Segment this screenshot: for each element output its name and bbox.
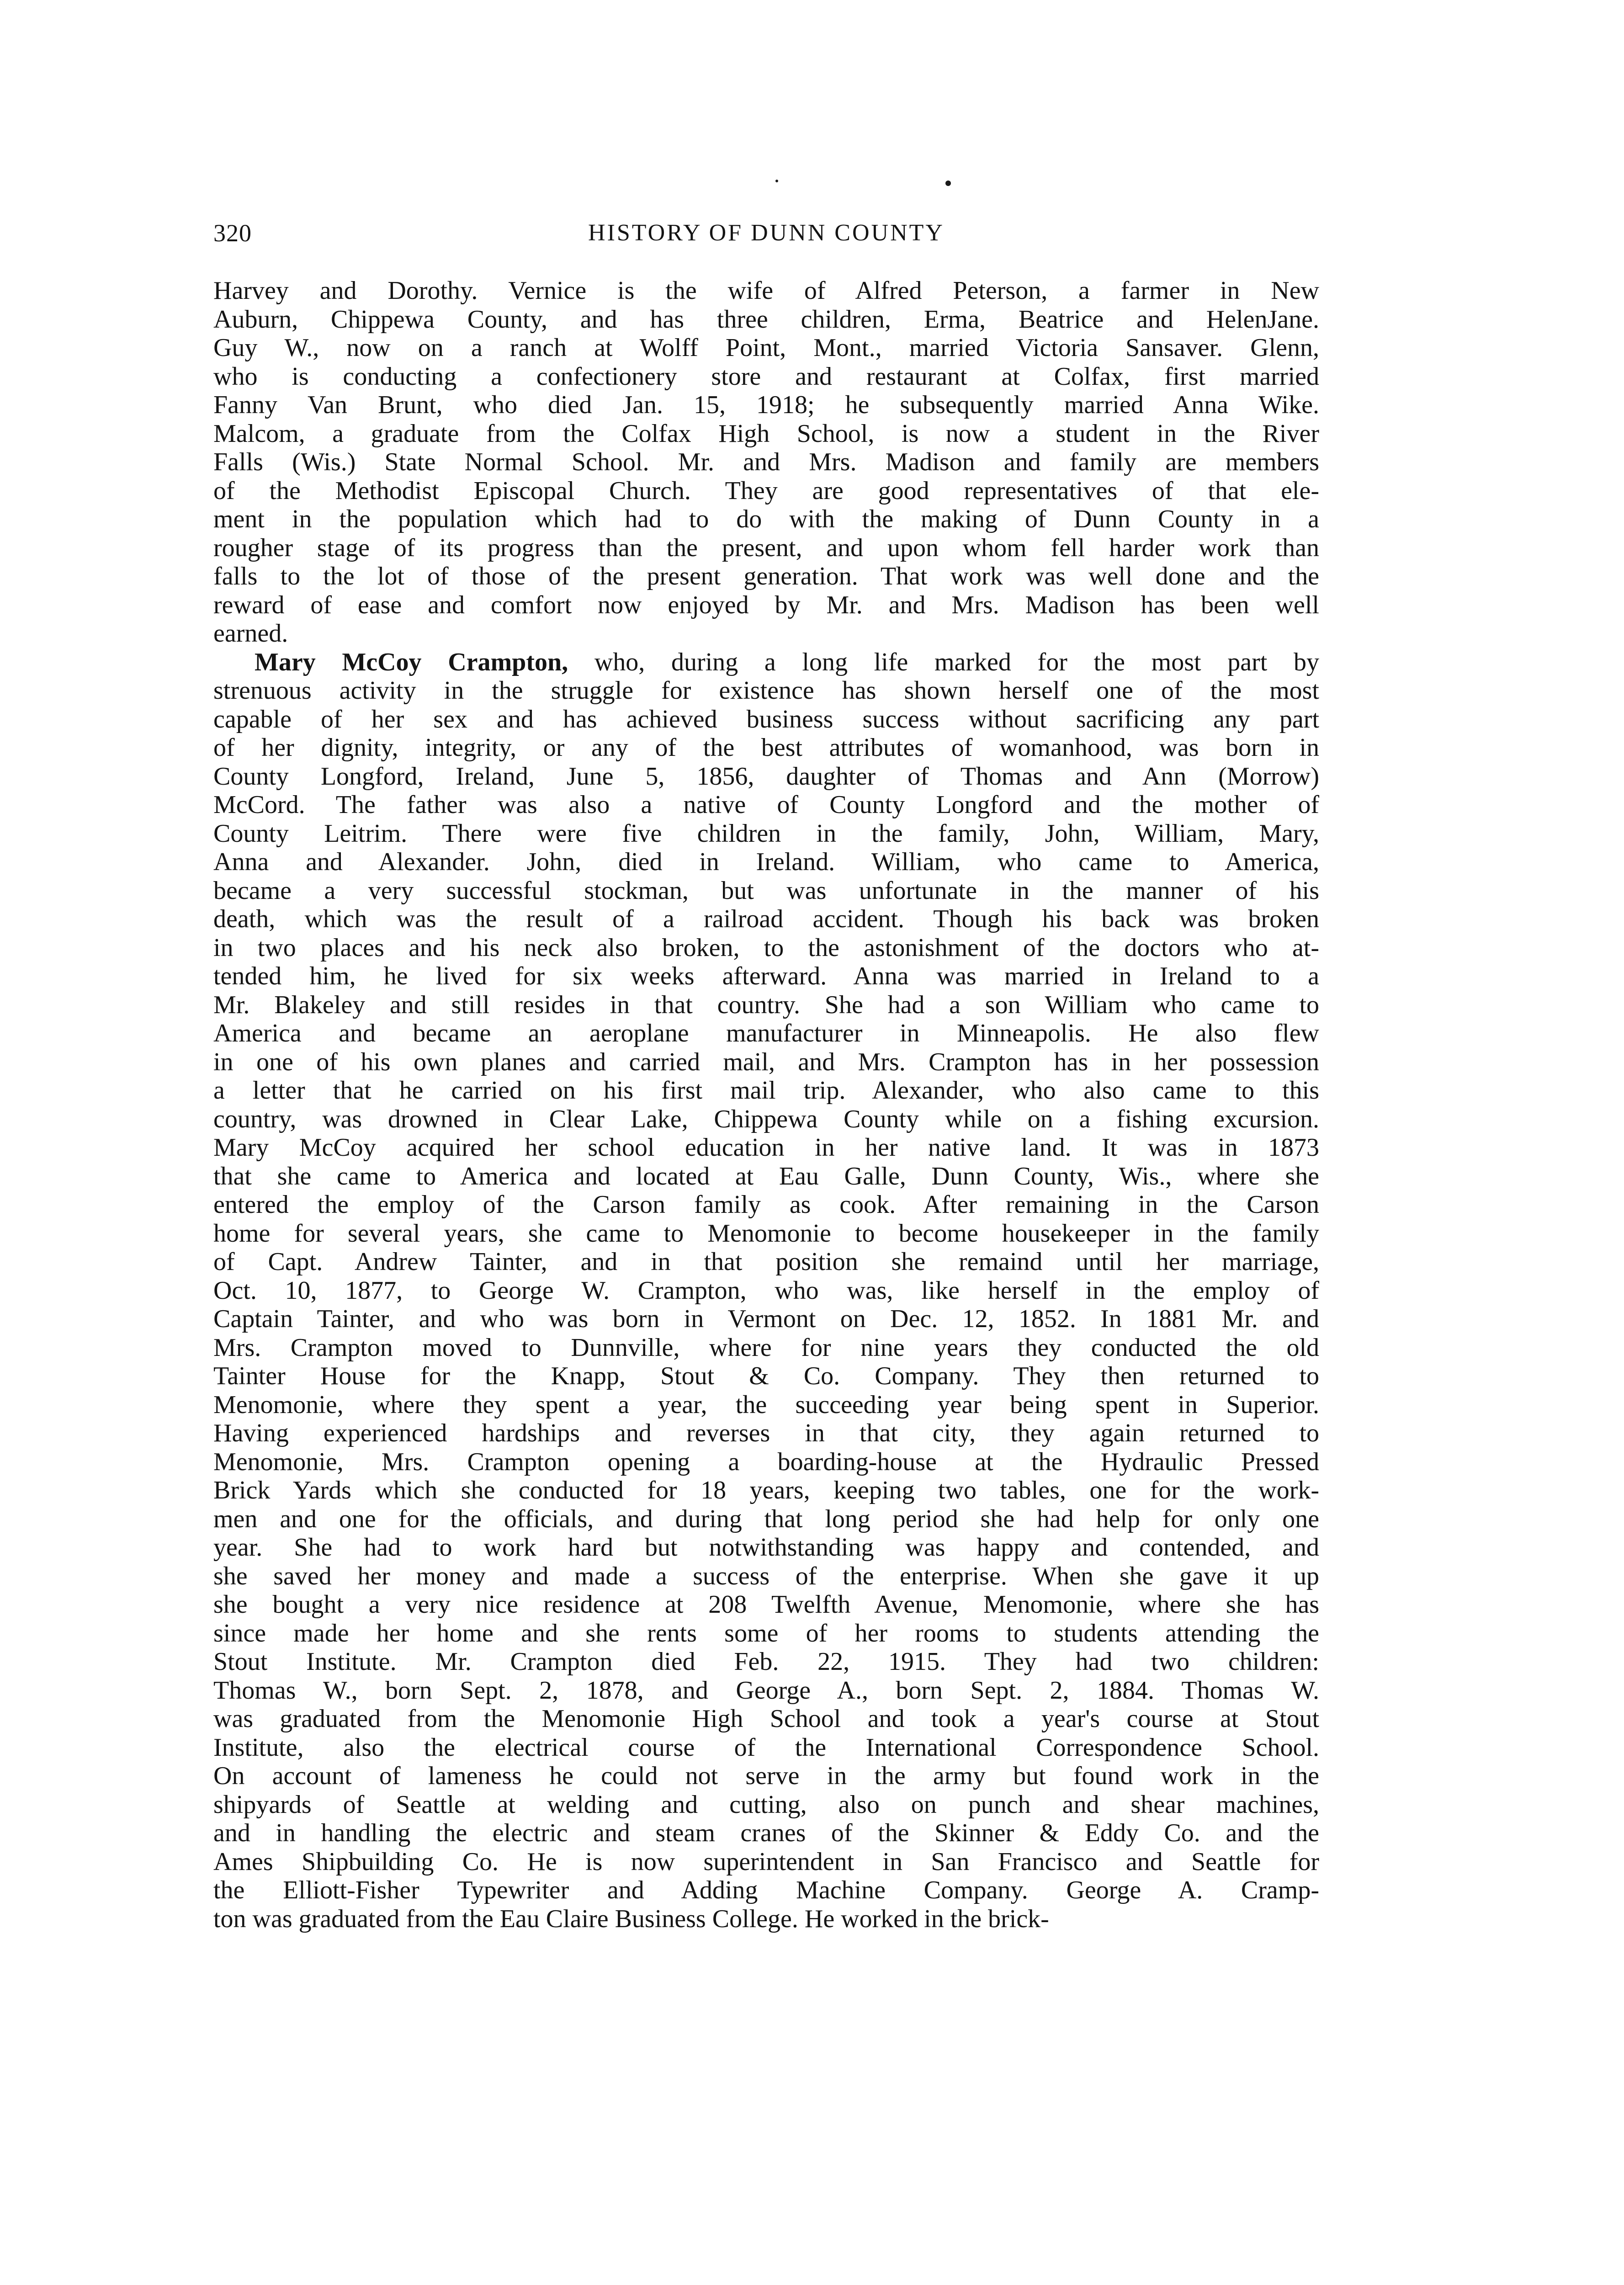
text-line: became a very successful stockman, but was unfortunate in the manner of his	[213, 876, 1319, 905]
text-line: home for several years, she came to Menomonie to become housekeeper in the family	[213, 1219, 1319, 1248]
text-line: of the Methodist Episcopal Church. They are good representatives of that ele-	[213, 476, 1319, 505]
text-line: Guy W., now on a ranch at Wolff Point, Mont., married Victoria Sansaver. Glenn,	[213, 334, 1319, 362]
text-line: ment in the population which had to do with the making of Dunn County in a	[213, 505, 1319, 533]
text-line: was graduated from the Menomonie High School and took a year's course at Stout	[213, 1705, 1319, 1733]
text-line: Institute, also the electrical course of the International Correspondence School.	[213, 1733, 1319, 1762]
text-line: Harvey and Dorothy. Vernice is the wife of Alfred Peterson, a farmer in New	[213, 276, 1319, 305]
text-line: of her dignity, integrity, or any of the best attributes of womanhood, was born in	[213, 733, 1319, 762]
paragraph	[213, 648, 1319, 1934]
text-line: since made her home and she rents some of her rooms to students attending the	[213, 1619, 1319, 1647]
ink-speck	[945, 181, 951, 186]
text-line: reward of ease and comfort now enjoyed by Mr. and Mrs. Madison has been well	[213, 590, 1319, 619]
text-line: Oct. 10, 1877, to George W. Crampton, who was, like herself in the employ of	[213, 1276, 1319, 1305]
text-line: Brick Yards which she conducted for 18 years, keeping two tables, one for the work-	[213, 1476, 1319, 1504]
text-line: she saved her money and made a success of the enterprise. When she gave it up	[213, 1562, 1319, 1590]
text-line: Mr. Blakeley and still resides in that country. She had a son William who came to	[213, 990, 1319, 1019]
text-line: in one of his own planes and carried mail, and Mrs. Crampton has in her possession	[213, 1047, 1319, 1076]
text-line: Stout Institute. Mr. Crampton died Feb. 22, 1915. They had two children:	[213, 1647, 1319, 1676]
text-line: who is conducting a confectionery store and restaurant at Colfax, first married	[213, 362, 1319, 391]
text-line: she bought a very nice residence at 208 Twelfth Avenue, Menomonie, where she has	[213, 1590, 1319, 1619]
text-line: Fanny Van Brunt, who died Jan. 15, 1918; he subsequently married Anna Wike.	[213, 391, 1319, 419]
text-line: Anna and Alexander. John, died in Ireland. William, who came to America,	[213, 848, 1319, 876]
text-line: capable of her sex and has achieved business success without sacrificing any part	[213, 705, 1319, 733]
text-line: falls to the lot of those of the present generation. That work was well done and the	[213, 562, 1319, 590]
text-line: Auburn, Chippewa County, and has three children, Erma, Beatrice and HelenJane.	[213, 305, 1319, 334]
text-line: Menomonie, Mrs. Crampton opening a boarding-house at the Hydraulic Pressed	[213, 1447, 1319, 1476]
text-line: year. She had to work hard but notwithstanding was happy and contended, and	[213, 1533, 1319, 1562]
paragraph	[213, 276, 1319, 648]
page-header	[213, 215, 1319, 251]
text-line: Mrs. Crampton moved to Dunnville, where for nine years they conducted the old	[213, 1333, 1319, 1362]
text-line: Menomonie, where they spent a year, the succeeding year being spent in Superior.	[213, 1390, 1319, 1419]
line-text: who, during a long life marked for the most part by	[568, 648, 1319, 676]
text-line: tended him, he lived for six weeks afterward. Anna was married in Ireland to a	[213, 962, 1319, 990]
text-line	[213, 648, 1319, 677]
running-head: HISTORY OF DUNN COUNTY	[588, 220, 945, 246]
text-line: America and became an aeroplane manufacturer in Minneapolis. He also flew	[213, 1019, 1319, 1047]
text-line: ton was graduated from the Eau Claire Business College. He worked in the brick-	[213, 1904, 1049, 1933]
text-line: that she came to America and located at Eau Galle, Dunn County, Wis., where she	[213, 1162, 1319, 1190]
page-number: 320	[213, 219, 252, 247]
text-line: and in handling the electric and steam cranes of the Skinner & Eddy Co. and the	[213, 1819, 1319, 1847]
text-line: in two places and his neck also broken, to the astonishment of the doctors who at-	[213, 933, 1319, 962]
text-line: Tainter House for the Knapp, Stout & Co. Company. They then returned to	[213, 1362, 1319, 1390]
text-line: Having experienced hardships and reverses in that city, they again returned to	[213, 1419, 1319, 1447]
text-line: On account of lameness he could not serve in the army but found work in the	[213, 1762, 1319, 1790]
lead-name: Mary McCoy Crampton,	[255, 648, 568, 676]
text-line: Ames Shipbuilding Co. He is now superintendent in San Francisco and Seattle for	[213, 1847, 1319, 1876]
text-line: County Leitrim. There were five children in the family, John, William, Mary,	[213, 819, 1319, 848]
text-line: Malcom, a graduate from the Colfax High School, is now a student in the River	[213, 419, 1319, 448]
body-text	[213, 276, 1319, 1933]
text-line: shipyards of Seattle at welding and cutting, also on punch and shear machines,	[213, 1790, 1319, 1819]
text-line: McCord. The father was also a native of County Longford and the mother of	[213, 791, 1319, 819]
text-line: death, which was the result of a railroad accident. Though his back was broken	[213, 905, 1319, 933]
ink-speck	[775, 180, 778, 182]
text-line: men and one for the officials, and during that long period she had help for only one	[213, 1504, 1319, 1533]
text-line: country, was drowned in Clear Lake, Chippewa County while on a fishing excursion.	[213, 1105, 1319, 1133]
text-line: the Elliott-Fisher Typewriter and Adding Machine Company. George A. Cramp-	[213, 1876, 1319, 1904]
text-line: a letter that he carried on his first mail trip. Alexander, who also came to this	[213, 1076, 1319, 1105]
text-line: rougher stage of its progress than the present, and upon whom fell harder work than	[213, 533, 1319, 562]
text-line: entered the employ of the Carson family as cook. After remaining in the Carson	[213, 1190, 1319, 1219]
text-line: of Capt. Andrew Tainter, and in that position she remaind until her marriage,	[213, 1248, 1319, 1276]
text-line: County Longford, Ireland, June 5, 1856, daughter of Thomas and Ann (Morrow)	[213, 762, 1319, 791]
text-line: Mary McCoy acquired her school education in her native land. It was in 1873	[213, 1133, 1319, 1162]
text-line: earned.	[213, 619, 288, 648]
text-line: Falls (Wis.) State Normal School. Mr. and Mrs. Madison and family are members	[213, 448, 1319, 476]
text-line: strenuous activity in the struggle for existence has shown herself one of the most	[213, 676, 1319, 705]
text-line: Captain Tainter, and who was born in Vermont on Dec. 12, 1852. In 1881 Mr. and	[213, 1305, 1319, 1333]
text-line: Thomas W., born Sept. 2, 1878, and George A., born Sept. 2, 1884. Thomas W.	[213, 1676, 1319, 1705]
